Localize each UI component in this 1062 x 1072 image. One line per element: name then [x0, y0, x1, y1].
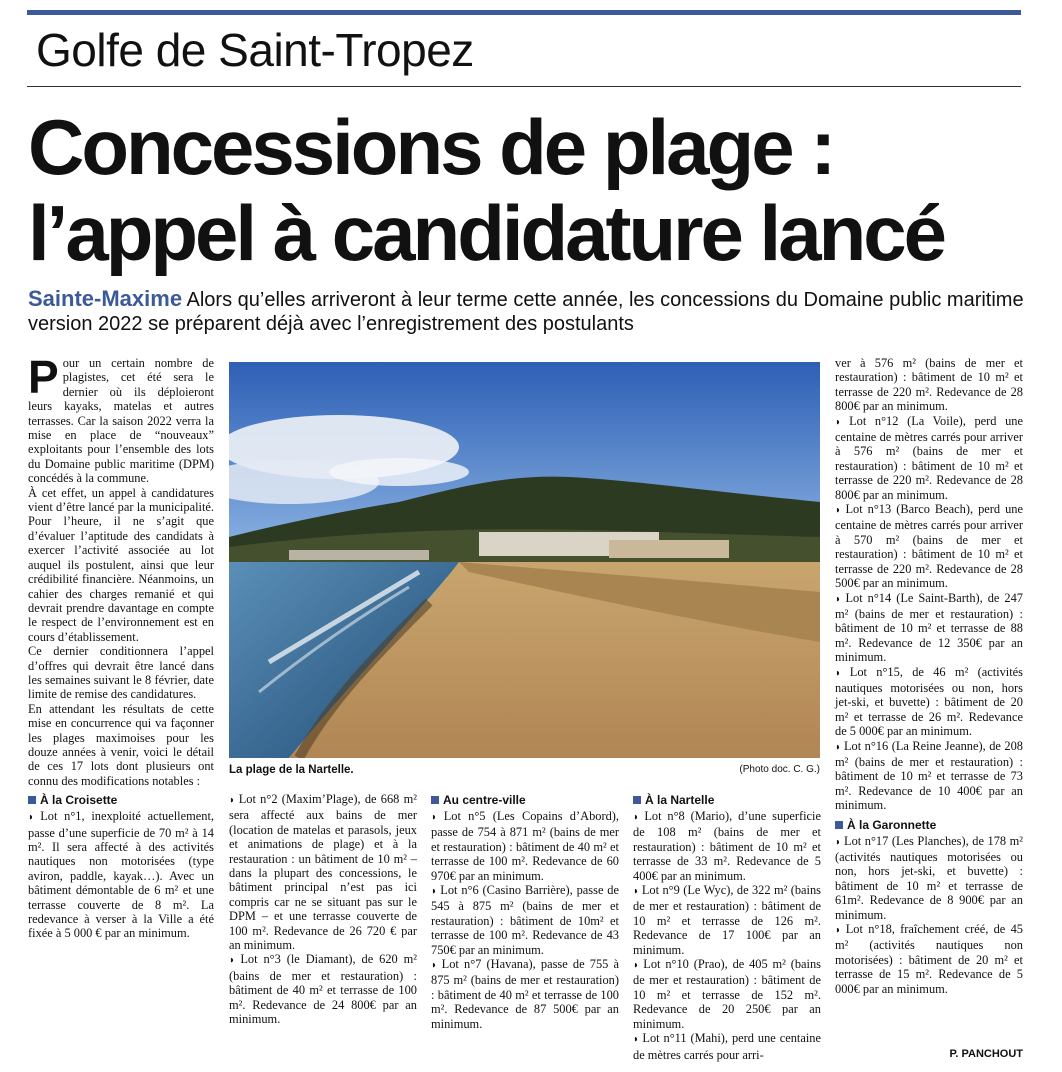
photo-caption [229, 762, 820, 778]
subhead-nartelle: À la Nartelle [633, 792, 821, 808]
lot-entry: ◗ Lot n°18, fraîchement créé, de 45 m² (activités nautiques non motorisées) : bâtiment de 20 m² et terrasse de 15 m². Redevance de 5 000€ par an minimum. [835, 922, 1023, 996]
lot-entry: ◗ Lot n°17 (Les Planches), de 178 m² (activités nautiques motorisées ou non, hors jet-ski, et buvette) : bâtiment de 10 m² et terrasse de 61m². Redevance de 8 900€ par an minimum. [835, 833, 1023, 922]
triangle-bullet-icon: ◗ [431, 960, 442, 972]
lot-entry: ◗ Lot n°2 (Maxim’Plage), de 668 m² sera affecté aux bains de mer (location de matelas et parasols, jeux et animations de plage) et à la restauration : un bâtiment de 10 m² – dans la plupart des concessions, le bâtiment principal n’est pas ici compris car ne se situant pas sur le DPM – et une terrasse couverte de 100 m². Redevance de 26 720 € par an minimum. [229, 792, 417, 953]
lot-entry: ◗ Lot n°1, inexploité actuellement, passe d’une superficie de 70 m² à 14 m². Il sera affecté à des activités nautiques non motorisées (type aviron, paddle, kayak…). Avec un bâtiment démontable de 6 m² et une terrasse couverte de 8 m². La redevance à verser à la Ville a été fixée à 5 000 € par an minimum. [28, 809, 214, 941]
triangle-bullet-icon: ◗ [229, 795, 239, 806]
triangle-bullet-icon: ◗ [633, 812, 645, 823]
headline-line-1: Concessions de plage : [28, 103, 834, 191]
top-color-bar [27, 10, 1021, 15]
lot-entry: ◗ Lot n°13 (Barco Beach), perd une centaine de mètres carrés pour arriver à 570 m² (bains de mer et restauration) : bâtiment de 10 m² et terrasse de 220 m². Redevance de 28 500€ par an minimum. [835, 502, 1023, 591]
headline [28, 104, 1028, 276]
lot-entry: ◗ Lot n°8 (Mario), d’une superficie de 108 m² (bains de mer et restauration) : bâtiment de 10 m² et terrasse de 33 m². Redevance de 5 400€ par an minimum. [633, 809, 821, 883]
square-bullet-icon [431, 796, 439, 804]
lot-entry: ◗ Lot n°5 (Les Copains d’Abord), passe de 754 à 871 m² (bains de mer et restauration) : bâtiment de 40 m² et terrasse de 100 m². Redevance de 60 970€ par an minimum. [431, 809, 620, 883]
triangle-bullet-icon: ◗ [229, 955, 241, 967]
column-5 [835, 356, 1023, 996]
lot-entry: ◗ Lot n°11 (Mahi), perd une centaine de mètres carrés pour arri- [633, 1031, 821, 1062]
triangle-bullet-icon: ◗ [835, 416, 850, 428]
paragraph: En attendant les résultats de cette mise en concurrence qui va façonner les plages maximoises pour les douze années à venir, voici le détail de ces 17 lots dont plusieurs ont connu des modifications notables : [28, 701, 214, 788]
lot-entry: ◗ Lot n°6 (Casino Barrière), passe de 545 à 875 m² (bains de mer et restauration) : bâtiment de 10m² et terrasse de 100 m². Redevance de 43 750€ par an minimum. [431, 883, 619, 957]
triangle-bullet-icon: ◗ [835, 925, 846, 937]
triangle-bullet-icon: ◗ [633, 886, 642, 898]
subhead-croisette: À la Croisette [28, 792, 214, 808]
lot-entry: ◗ Lot n°15, de 46 m² (activités nautiques motorisées ou non, hors jet-ski, et buvette) : bâtiment de 20 m² et terrasse de 26 m². Redevance de 5 000€ par an minimum. [835, 664, 1024, 739]
lot-entry: ◗ Lot n°16 (La Reine Jeanne), de 208 m² (bains de mer et restauration) : bâtiment de 10 m² et terrasse de 73 m². Redevance de 10 400€ par an minimum. [835, 738, 1023, 813]
section-title: Golfe de Saint-Tropez [36, 24, 474, 76]
square-bullet-icon [835, 821, 843, 829]
subhead-garonnette: À la Garonnette [835, 817, 1023, 833]
standfirst [28, 287, 1028, 336]
dek-kicker: Sainte-Maxime [28, 286, 183, 311]
photo-credit: (Photo doc. C. G.) [739, 764, 820, 775]
caption-text: La plage de la Nartelle. [229, 764, 354, 776]
triangle-bullet-icon: ◗ [431, 812, 444, 823]
beach-photo [229, 362, 820, 758]
lot-entry: ◗ Lot n°7 (Havana), passe de 755 à 875 m² (bains de mer et restauration) : bâtiment de 40 m² et terrasse de 100 m². Redevance de 87 500€ par an minimum. [431, 957, 619, 1031]
author-signature: P. PANCHOUT [949, 1048, 1023, 1060]
square-bullet-icon [633, 796, 641, 804]
lot-entry: ◗ Lot n°9 (Le Wyc), de 322 m² (bains de mer et restauration) : bâtiment de 10 m² et terrasse de 126 m². Redevance de 17 100€ par an minimum. [633, 883, 821, 957]
section-divider [27, 86, 1021, 87]
triangle-bullet-icon: ◗ [28, 812, 41, 824]
paragraph: À cet effet, un appel à candidatures vient d’être lancé par la municipalité. Pour l’heure, il ne s’agit que d’évaluer l’aptitude des candidats à exercer l’activité associée au lot auquel ils postulent, ainsi que leur crédibilité financière. Néanmoins, un cahier des charges remanié et qui devrait prendre davantage en compte le respect de l’environnement est en cours d’établissement. [28, 485, 214, 644]
square-bullet-icon [28, 796, 36, 804]
triangle-bullet-icon: ◗ [835, 836, 844, 848]
triangle-bullet-icon: ◗ [835, 505, 846, 517]
column-4 [633, 792, 821, 1062]
triangle-bullet-icon: ◗ [431, 886, 441, 898]
column-1 [28, 351, 214, 941]
lot-entry: ◗ Lot n°14 (Le Saint-Barth), de 247 m² (bains de mer et restauration) : bâtiment de 10 m² et terrasse de 88 m². Redevance de 12 350€ par an minimum. [835, 590, 1024, 665]
triangle-bullet-icon: ◗ [633, 1034, 643, 1046]
lot-entry: ◗ Lot n°10 (Prao), de 405 m² (bains de mer et restauration) : bâtiment de 10 m² et terrasse de 152 m². Redevance de 20 250€ par an minimum. [633, 957, 821, 1031]
triangle-bullet-icon: ◗ [835, 741, 844, 753]
lot-entry: ◗ Lot n°3 (le Diamant), de 620 m² (bains de mer et restauration) : bâtiment de 40 m² et terrasse de 100 m². Redevance de 24 800€ par an minimum. [229, 952, 417, 1027]
headline-line-2: l’appel à candidature lancé [28, 189, 945, 277]
column-3 [431, 792, 619, 1031]
triangle-bullet-icon: ◗ [835, 593, 846, 605]
triangle-bullet-icon: ◗ [633, 960, 644, 972]
paragraph: Ce dernier conditionnera l’appel d’offres qui devrait être lancé dans les semaines suivant le 8 février, date limite de remise des candidatures. [28, 644, 214, 702]
dek-text: Alors qu’elles arriveront à leur terme cette année, les concessions du Domaine public maritime version 2022 se préparent déjà avec l’enregistrement des postulants [28, 289, 1024, 335]
lot-entry: ◗ Lot n°12 (La Voile), perd une centaine de mètres carrés pour arriver à 576 m² (bains de mer et restauration) : bâtiment de 10 m² et terrasse de 220 m². Redevance de 28 800€ par an minimum. [835, 413, 1023, 502]
subhead-centre-ville: Au centre-ville [431, 792, 619, 808]
intro-paragraph: Pour un certain nombre de plagistes, cet été sera le dernier où ils déploieront leurs kayaks, matelas et autres terrasses. Car la saison 2022 verra la mise en place de “nouveaux” exploitants pour l’ensemble des lots du Domaine public maritime (DPM) concédés à la commune. [28, 351, 214, 486]
drop-cap: P [28, 351, 59, 403]
lot-entry-continued: ver à 576 m² (bains de mer et restauration) : bâtiment de 10 m² et terrasse de 220 m². Redevance de 28 800€ par an minimum. [835, 356, 1023, 414]
triangle-bullet-icon: ◗ [835, 667, 850, 679]
column-2 [229, 792, 417, 1027]
